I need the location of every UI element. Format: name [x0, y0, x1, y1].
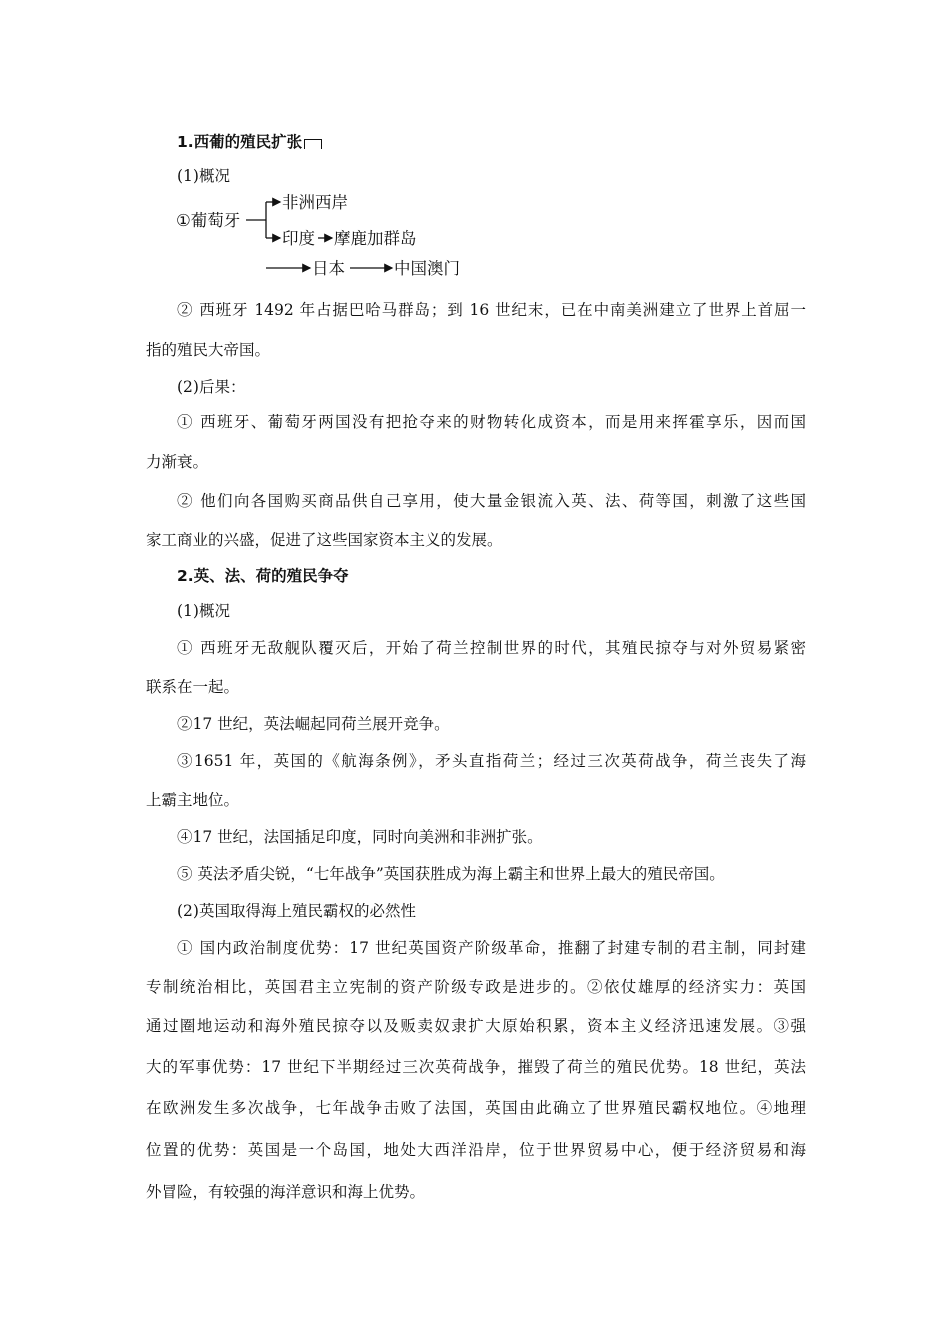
section1-heading: 1.西葡的殖民扩张 [177, 132, 837, 152]
consequence2-line2: 家工商业的兴盛，促进了这些国家资本主义的发展。 [146, 531, 503, 549]
portugal-route-diagram [174, 190, 474, 282]
diagram-branch3b: 中国澳门 [394, 259, 460, 278]
diagram-branch2a: 印度 [282, 229, 315, 248]
necessity-line6: 位置的优势：英国是一个岛国，地处大西洋沿岸，位于世界贸易中心，便于经济贸易和海 [146, 1141, 806, 1159]
diagram-origin: ①葡萄牙 [176, 211, 241, 230]
overview1-line2: 联系在一起。 [146, 678, 240, 696]
necessity-line2: 专制统治相比，英国君主立宪制的资产阶级专政是进步的。②依仗雄厚的经济实力：英国 [146, 978, 806, 996]
overview3-line2: 上霸主地位。 [146, 791, 240, 809]
necessity-line3: 通过圈地运动和海外殖民掠夺以及贩卖奴隶扩大原始积累，资本主义经济迅速发展。③强 [146, 1017, 806, 1035]
section2-overview-label: (1)概况 [177, 602, 230, 620]
section1-overview-label: (1)概况 [177, 167, 230, 185]
necessity-line7: 外冒险，有较强的海洋意识和海上优势。 [146, 1183, 426, 1201]
overview4: ④17 世纪，法国插足印度，同时向美洲和非洲扩张。 [177, 828, 543, 846]
necessity-line1: ① 国内政治制度优势：17 世纪英国资产阶级革命，推翻了封建专制的君主制，同封建 [177, 939, 806, 957]
consequence1-line2: 力渐衰。 [146, 453, 209, 471]
overview2: ②17 世纪，英法崛起同荷兰展开竞争。 [177, 715, 450, 733]
diagram-branch3a: 日本 [312, 259, 345, 278]
section1-consequence-label: (2)后果： [177, 378, 246, 396]
necessity-line4: 大的军事优势：17 世纪下半期经过三次英荷战争，摧毁了荷兰的殖民优势。18 世纪，英法 [146, 1058, 806, 1076]
consequence1-line1: ① 西班牙、葡萄牙两国没有把抢夺来的财物转化成资本，而是用来挥霍享乐，因而国 [177, 413, 806, 431]
consequence2-line1: ② 他们向各国购买商品供自己享用，使大量金银流入英、法、荷等国，刺激了这些国 [177, 492, 806, 510]
overview3-line1: ③1651 年，英国的《航海条例》，矛头直指荷兰；经过三次英荷战争，荷兰丧失了海 [177, 752, 806, 770]
overview1-line1: ① 西班牙无敌舰队覆灭后，开始了荷兰控制世界的时代，其殖民掠夺与对外贸易紧密 [177, 639, 806, 657]
paragraph-spain-line1: ② 西班牙 1492 年占据巴哈马群岛；到 16 世纪末，已在中南美洲建立了世界上首屈一 [177, 301, 806, 319]
section2-necessity-label: (2)英国取得海上殖民霸权的必然性 [177, 902, 416, 920]
diagram-branch1: 非洲西岸 [282, 193, 348, 212]
bracket-mark [304, 139, 322, 149]
paragraph-spain-line2: 指的殖民大帝国。 [146, 341, 271, 359]
section2-heading: 2.英、法、荷的殖民争夺 [177, 567, 349, 585]
diagram-branch2b: 摩鹿加群岛 [334, 229, 417, 248]
necessity-line5: 在欧洲发生多次战争，七年战争击败了法国，英国由此确立了世界殖民霸权地位。④地理 [146, 1099, 806, 1117]
overview5: ⑤ 英法矛盾尖锐，“七年战争”英国获胜成为海上霸主和世界上最大的殖民帝国。 [177, 865, 725, 883]
